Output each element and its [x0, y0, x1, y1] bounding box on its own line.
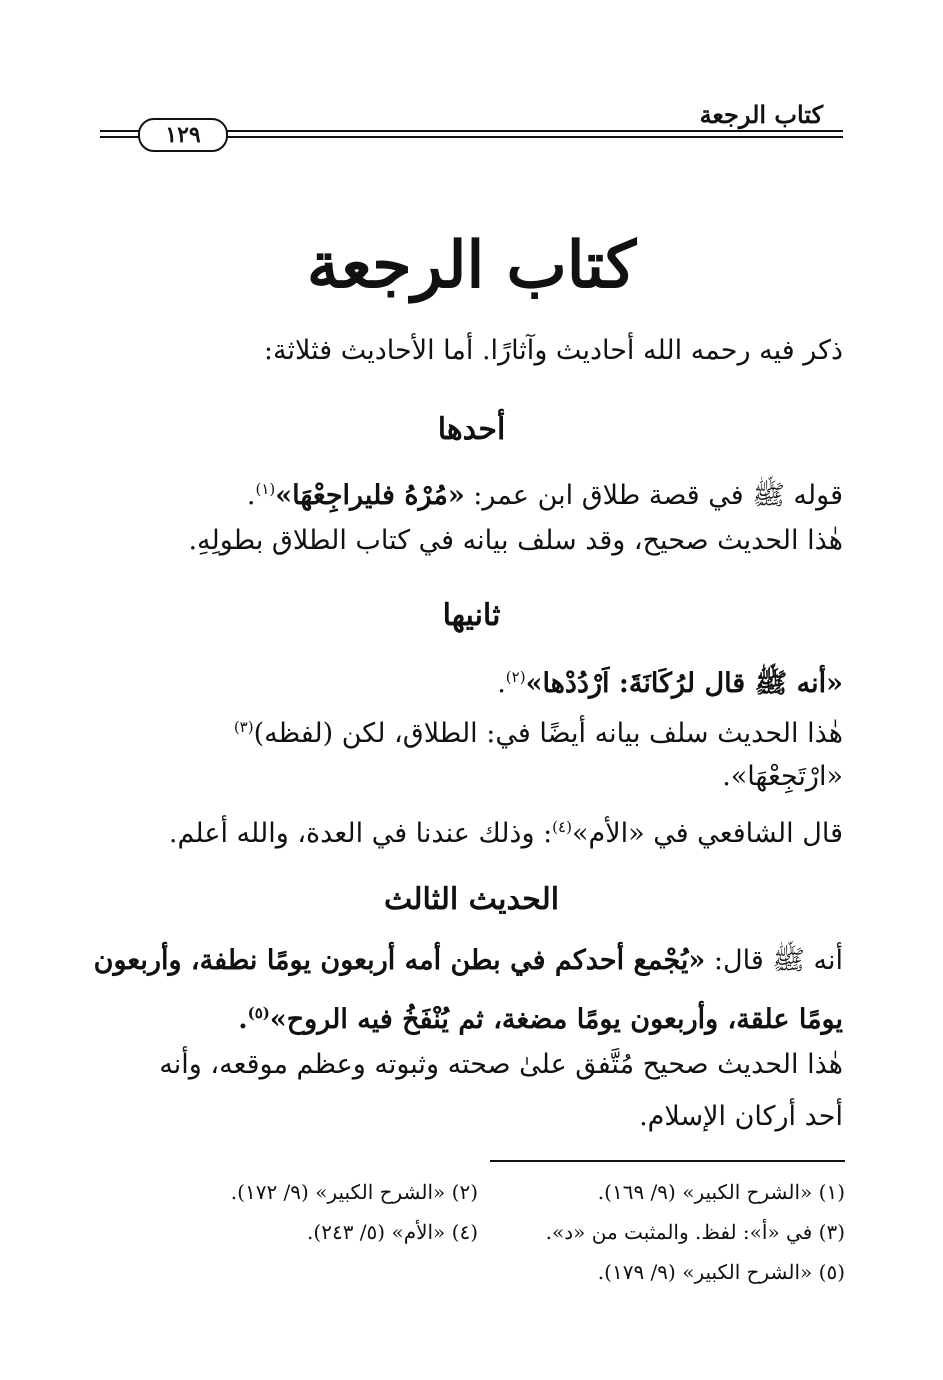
period: . — [497, 668, 506, 699]
section3-line1 — [93, 932, 843, 990]
heading-first: أحدها — [437, 412, 506, 447]
footnote-2: (٢) «الشرح الكبير» (٩/ ١٧٢). — [230, 1180, 478, 1204]
text-run: هٰذا الحديث سلف بيانه أيضًا في: الطلاق، لكن (لفظه) — [253, 718, 843, 749]
section1-line2: هٰذا الحديث صحيح، وقد سلف بيانه في كتاب الطلاق بطولِهِ. — [188, 525, 843, 556]
text-run: أنه ﷺ قال: — [705, 945, 843, 976]
footnote-ref: (١) — [255, 480, 276, 498]
page-number: ١٢٩ — [138, 118, 228, 152]
footnote-ref: (٤) — [552, 818, 572, 836]
footnote-ref: (٥) — [247, 1004, 270, 1022]
hadith-quote: «أنه ﷺ قال لرُكَانَةَ: اَرْدُدْها» — [525, 668, 843, 699]
intro-text: ذكر فيه رحمه الله أحاديث وآثارًا. أما الأحاديث فثلاثة: — [263, 335, 843, 366]
footnote-5: (٥) «الشرح الكبير» (٩/ ١٧٩). — [597, 1260, 845, 1284]
hadith-quote: يومًا علقة، وأربعون يومًا مضغة، ثم يُنْفَخُ فيه الروح» — [269, 1004, 843, 1035]
footnote-3: (٣) في «أ»: لفظ. والمثبت من «د». — [545, 1220, 845, 1244]
hadith-quote: «مُرْهُ فليراجِعْهَا» — [275, 480, 465, 511]
section3-line3: هٰذا الحديث صحيح مُتَّفق علىٰ صحته وثبوته وعظم موقعه، وأنه — [159, 1049, 843, 1080]
page-number-rule — [100, 118, 843, 152]
page-title: كتاب الرجعة — [306, 228, 637, 303]
running-title: كتاب الرجعة — [699, 100, 823, 129]
text-run: قال الشافعي في «الأم» — [571, 818, 843, 849]
period: . — [246, 480, 256, 511]
heading-second: ثانيها — [442, 598, 501, 633]
section3-line4: أحد أركان الإسلام. — [639, 1101, 843, 1132]
period: . — [238, 1004, 248, 1035]
text-run: : وذلك عندنا في العدة، والله أعلم. — [168, 818, 553, 849]
footnote-1: (١) «الشرح الكبير» (٩/ ١٦٩). — [597, 1180, 845, 1204]
section2-line3: «ارْتَجِعْهَا». — [722, 761, 843, 792]
text-run: قوله ﷺ في قصة طلاق ابن عمر: — [464, 480, 843, 511]
hadith-quote: «يُجْمع أحدكم في بطن أمه أربعون يومًا نطفة، وأربعون — [93, 945, 706, 976]
section2-line4 — [100, 798, 843, 863]
footnote-ref: (٢) — [505, 668, 526, 686]
heading-third: الحديث الثالث — [383, 882, 560, 917]
footnote-rule — [490, 1160, 845, 1162]
footnote-4: (٤) «الأم» (٥/ ٢٤٣). — [307, 1220, 478, 1244]
footnote-ref: (٣) — [233, 718, 254, 736]
